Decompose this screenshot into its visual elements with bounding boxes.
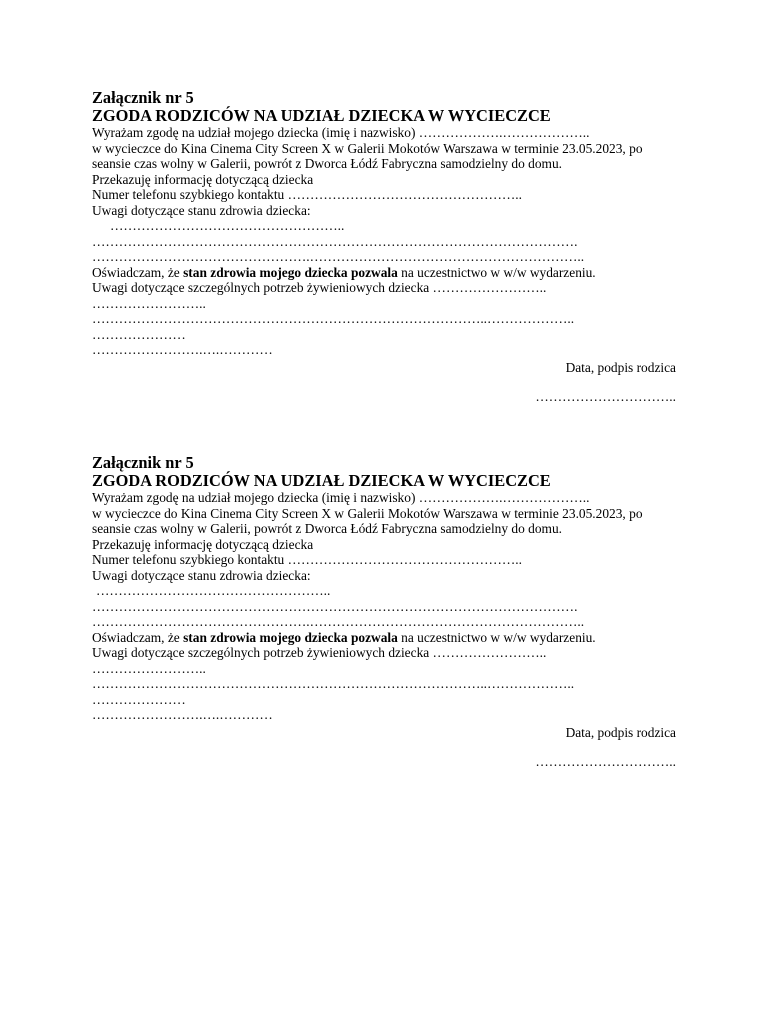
health-dots-1: …………………………………………….. [96,583,331,598]
diet-dots-1: …………………….. [92,660,206,676]
annex-title: Załącznik nr 5 [92,88,194,107]
trip-description: w wycieczce do Kina Cinema City Screen X w Galerii Mokotów Warszawa w terminie 23.05.2023, po seansie czas wolny w Galerii, powrót z Dworca Łódź Fabryczna samodzielny do domu. [92,505,643,536]
info-line: Przekazuję informację dotyczącą dziecka [92,171,314,187]
health-dots-2: ………………………………………………………………………………………………. [92,598,578,614]
diet-dots-3: ………………… [92,326,186,342]
diet-dots-2: ……………………………………………………………………………..……………….. [92,311,575,326]
diet-dots-2: ……………………………………………………………………………..……………….. [92,676,575,691]
declaration-bold: stan zdrowia mojego dziecka pozwala [183,264,398,280]
signature-line: ………………………….. [535,754,676,769]
signature-label: Data, podpis rodzica [565,359,676,375]
diet-line: Uwagi dotyczące szczególnych potrzeb żywieniowych dziecka …………………….. [92,280,547,295]
diet-dots-3: ………………… [92,691,186,707]
health-dots-3: ………………………………………….…………………………………………………….. [92,249,585,264]
declaration-bold: stan zdrowia mojego dziecka pozwala [183,629,398,645]
trip-description: w wycieczce do Kina Cinema City Screen X w Galerii Mokotów Warszawa w terminie 23.05.2023, po seansie czas wolny w Galerii, powrót z Dworca Łódź Fabryczna samodzielny do domu. [92,140,643,171]
health-dots-3: ………………………………………….…………………………………………………….. [92,614,585,629]
signature-line: ………………………….. [535,389,676,404]
declaration-post: na uczestnictwo w w/w wydarzeniu. [397,629,596,645]
health-label: Uwagi dotyczące stanu zdrowia dziecka: [92,567,311,583]
phone-line: Numer telefonu szybkiego kontaktu …………………………………………….. [92,187,522,202]
info-line: Przekazuję informację dotyczącą dziecka [92,536,314,552]
health-declaration [92,265,682,281]
declaration-post: na uczestnictwo w w/w wydarzeniu. [397,264,596,280]
declaration-pre: Oświadczam, że [92,629,184,645]
consent-line: Wyrażam zgodę na udział mojego dziecka (imię i nazwisko) ……………….……………….. [92,125,590,140]
diet-line: Uwagi dotyczące szczególnych potrzeb żywieniowych dziecka …………………….. [92,645,547,660]
annex-title: Załącznik nr 5 [92,453,194,472]
diet-dots-4: …………………….….………… [92,342,273,357]
phone-line: Numer telefonu szybkiego kontaktu …………………………………………….. [92,552,522,567]
consent-form-1 [92,89,682,405]
declaration-pre: Oświadczam, że [92,264,184,280]
health-declaration [92,630,682,646]
form-main-title: ZGODA RODZICÓW NA UDZIAŁ DZIECKA W WYCIECZCE [92,106,551,125]
form-main-title: ZGODA RODZICÓW NA UDZIAŁ DZIECKA W WYCIECZCE [92,471,551,490]
diet-dots-1: …………………….. [92,295,206,311]
diet-dots-4: …………………….….………… [92,707,273,722]
health-dots-1: …………………………………………….. [110,218,345,233]
consent-form-2 [92,454,682,770]
consent-line: Wyrażam zgodę na udział mojego dziecka (imię i nazwisko) ……………….……………….. [92,490,590,505]
health-label: Uwagi dotyczące stanu zdrowia dziecka: [92,202,311,218]
signature-label: Data, podpis rodzica [565,724,676,740]
health-dots-2: ………………………………………………………………………………………………. [92,233,578,249]
